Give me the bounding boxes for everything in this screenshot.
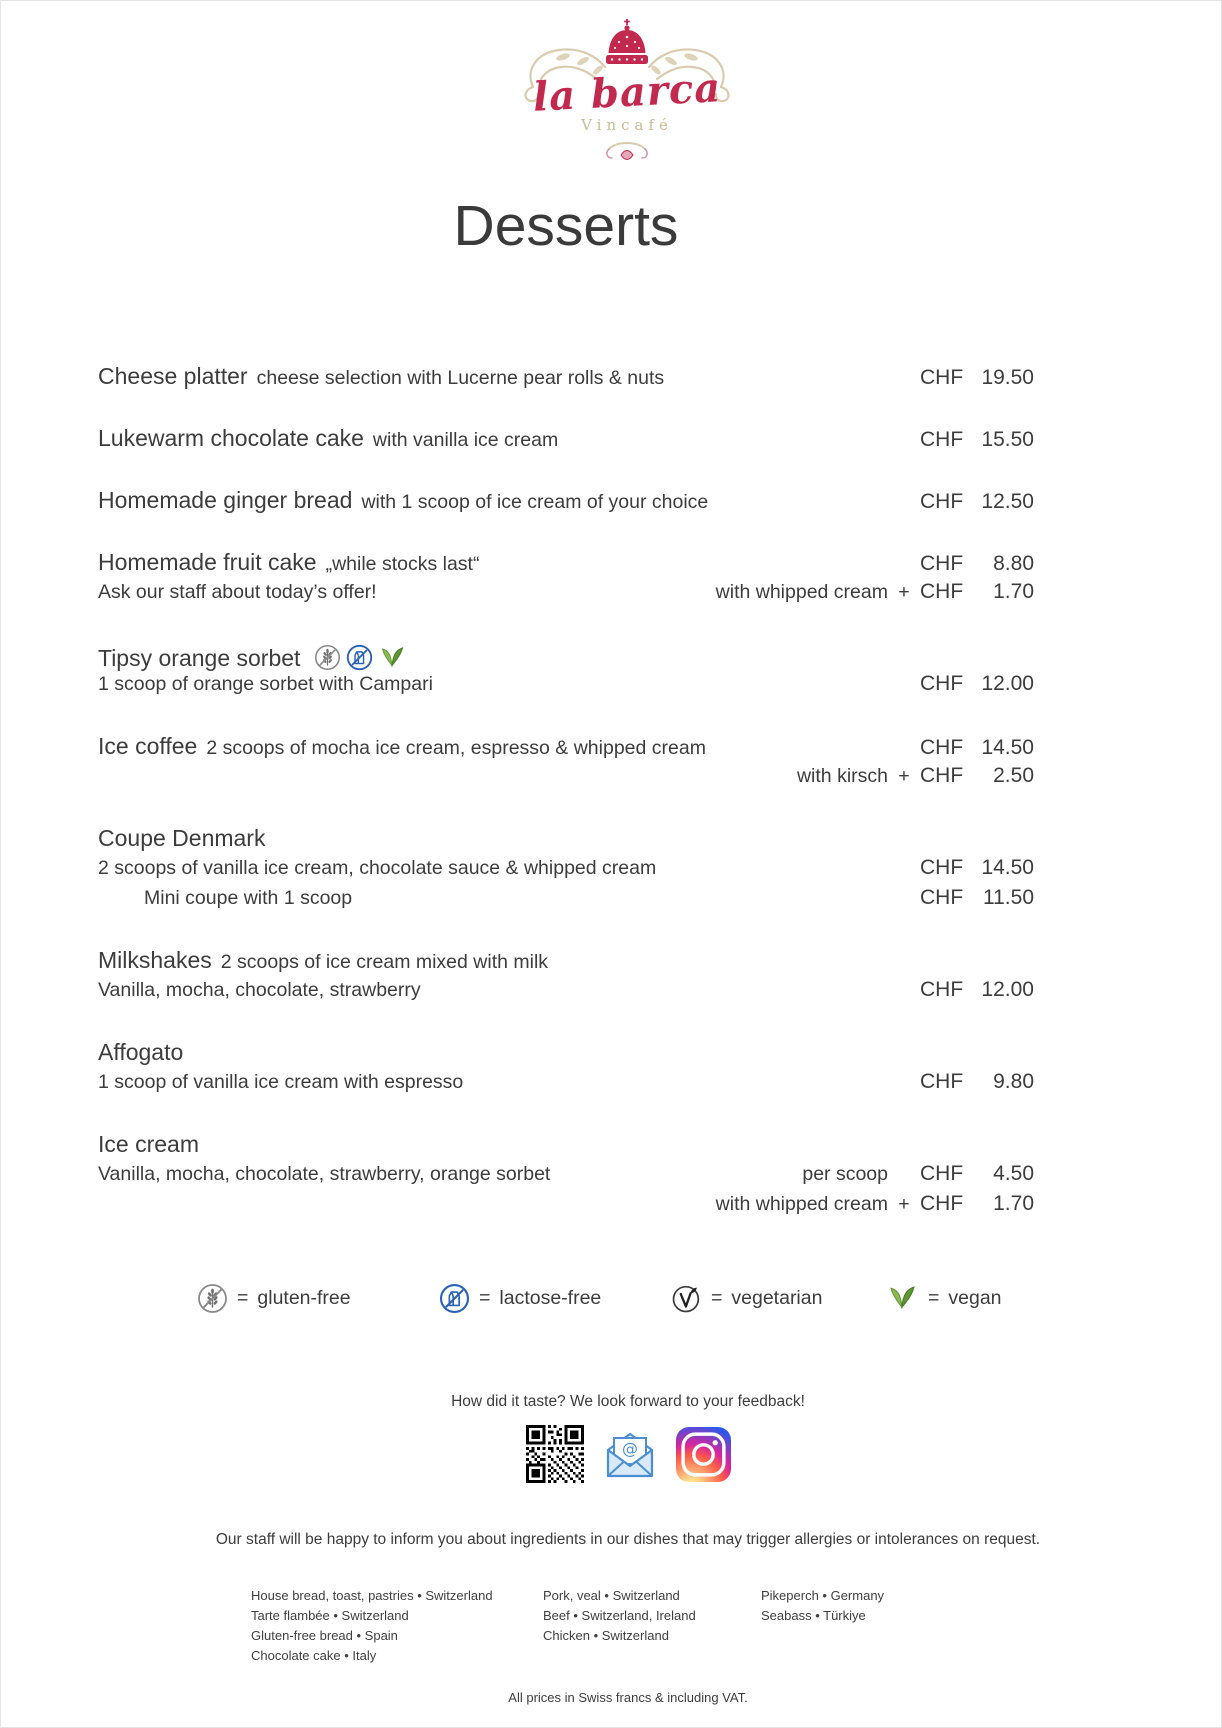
currency-label: CHF <box>920 856 964 879</box>
item-description: 2 scoops of mocha ice cream, espresso & whipped cream <box>206 737 706 759</box>
origin-line: Gluten-free bread • Spain <box>251 1628 398 1643</box>
menu-item-ice-coffee <box>98 731 1034 791</box>
item-price: 14.50 <box>981 856 1034 879</box>
item-description: 2 scoops of vanilla ice cream, chocolate sauce & whipped cream <box>98 857 657 879</box>
item-name: Homemade ginger bread <box>98 487 353 513</box>
feedback-prompt: How did it taste? We look forward to your feedback! <box>451 1393 805 1410</box>
equals-sign: = <box>711 1287 723 1309</box>
origin-line: Beef • Switzerland, Ireland <box>543 1608 696 1623</box>
item-name: Ice cream <box>98 1131 199 1157</box>
legend-lactose-free <box>439 1283 601 1314</box>
currency-label: CHF <box>920 1192 964 1215</box>
item-price: 14.50 <box>981 736 1034 759</box>
origin-line: Pikeperch • Germany <box>761 1588 885 1603</box>
legend-label: vegan <box>948 1286 1002 1309</box>
currency-label: CHF <box>920 428 964 451</box>
email-icon[interactable] <box>602 1429 658 1479</box>
item-price: 9.80 <box>993 1070 1034 1093</box>
currency-label: CHF <box>920 764 964 787</box>
origin-line: House bread, toast, pastries • Switzerland <box>251 1588 493 1603</box>
vegan-icon <box>886 1283 919 1313</box>
gluten-free-icon <box>314 644 341 671</box>
item-price: 12.50 <box>981 490 1034 513</box>
item-description: 1 scoop of orange sorbet with Campari <box>98 673 433 695</box>
item-name: Cheese platter <box>98 363 248 389</box>
menu-line <box>98 853 1034 883</box>
vat-note: All prices in Swiss francs & including VAT. <box>508 1690 748 1705</box>
menu-item-ginger-bread <box>98 485 1034 515</box>
supplement-price: 1.70 <box>993 580 1034 603</box>
item-price: 12.00 <box>981 978 1034 1001</box>
equals-sign: = <box>479 1287 491 1309</box>
instagram-icon[interactable] <box>676 1427 731 1482</box>
diet-icons <box>314 644 407 671</box>
origin-line: Tarte flambée • Switzerland <box>251 1608 409 1623</box>
menu-line <box>98 547 1034 577</box>
origin-line: Chocolate cake • Italy <box>251 1648 377 1663</box>
menu-line <box>98 731 1034 761</box>
menu-line <box>98 883 1034 913</box>
menu-line <box>98 761 1034 791</box>
legend-vegetarian <box>671 1283 822 1314</box>
equals-sign: = <box>928 1286 940 1309</box>
origins-column-2 <box>543 1586 696 1646</box>
brand-subtitle: Vincafé <box>581 116 673 134</box>
item-name: Ice coffee <box>98 733 198 759</box>
vegetarian-icon <box>671 1283 702 1314</box>
menu-item-fruit-cake <box>98 547 1034 607</box>
item-name: Lukewarm chocolate cake <box>98 425 364 451</box>
vegan-icon <box>378 644 407 671</box>
currency-label: CHF <box>920 886 964 909</box>
menu-line <box>98 423 1034 453</box>
legend-label: gluten-free <box>257 1287 351 1309</box>
currency-label: CHF <box>920 978 964 1001</box>
item-price: 19.50 <box>981 366 1034 389</box>
supplement-label: with kirsch <box>796 765 888 787</box>
plus-sign: + <box>898 1193 910 1215</box>
currency-label: CHF <box>920 1162 964 1185</box>
menu-line <box>98 361 1034 391</box>
menu-line <box>98 945 1034 975</box>
legend-label: vegetarian <box>731 1287 823 1309</box>
currency-label: CHF <box>920 552 964 575</box>
item-price: 4.50 <box>993 1162 1034 1185</box>
item-name: Milkshakes <box>98 947 212 973</box>
item-description: 2 scoops of ice cream mixed with milk <box>220 951 549 973</box>
qr-code-icon <box>526 1425 584 1483</box>
item-variant: Mini coupe with 1 scoop <box>144 887 353 909</box>
restaurant-logo <box>497 17 757 169</box>
menu-line <box>98 577 1034 607</box>
currency-label: CHF <box>920 490 964 513</box>
item-name: Homemade fruit cake <box>98 549 317 575</box>
item-price: 8.80 <box>993 552 1034 575</box>
menu-line <box>98 1129 1034 1159</box>
plus-sign: + <box>898 765 910 787</box>
currency-label: CHF <box>920 736 964 759</box>
supplement-label: with whipped cream <box>715 1193 888 1215</box>
menu-item-ice-cream <box>98 1129 1034 1219</box>
menu-item-coupe-denmark <box>98 823 1034 913</box>
item-name: Coupe Denmark <box>98 825 266 851</box>
item-price: 12.00 <box>981 672 1034 695</box>
lactose-free-icon <box>439 1283 470 1314</box>
item-flavours: Vanilla, mocha, chocolate, strawberry <box>98 979 421 1001</box>
item-description: with vanilla ice cream <box>372 429 559 451</box>
item-description: cheese selection with Lucerne pear rolls & nuts <box>256 367 665 389</box>
origin-line: Chicken • Switzerland <box>543 1628 669 1643</box>
page-title: Desserts <box>453 194 679 258</box>
menu-line <box>98 1037 1034 1067</box>
currency-label: CHF <box>920 672 964 695</box>
menu-item-chocolate-cake <box>98 423 1034 453</box>
supplement-price: 2.50 <box>993 764 1034 787</box>
item-name: Tipsy orange sorbet <box>98 645 301 671</box>
menu-line <box>98 669 1034 699</box>
item-name: Affogato <box>98 1039 184 1065</box>
item-note: Ask our staff about today’s offer! <box>98 581 377 603</box>
menu-item-tipsy-orange-sorbet <box>98 639 1034 699</box>
menu-line <box>98 823 1034 853</box>
menu-item-affogato <box>98 1037 1034 1097</box>
currency-label: CHF <box>920 580 964 603</box>
svg-text:@: @ <box>621 1439 638 1458</box>
legend-label: lactose-free <box>499 1287 602 1309</box>
origins-column-1 <box>251 1586 493 1666</box>
currency-label: CHF <box>920 366 964 389</box>
legend-gluten-free <box>197 1283 351 1314</box>
item-price: 15.50 <box>981 428 1034 451</box>
supplement-price: 1.70 <box>993 1192 1034 1215</box>
menu-line <box>98 639 1034 669</box>
menu-line <box>98 975 1034 1005</box>
menu-item-milkshakes <box>98 945 1034 1005</box>
variant-price: 11.50 <box>983 886 1034 909</box>
currency-label: CHF <box>920 1070 964 1093</box>
item-description: with 1 scoop of ice cream of your choice <box>361 491 709 513</box>
menu-list <box>98 361 1034 1251</box>
menu-line <box>98 1189 1034 1219</box>
gluten-free-icon <box>197 1283 228 1314</box>
menu-line <box>98 1067 1034 1097</box>
crown-icon <box>606 19 648 64</box>
equals-sign: = <box>237 1287 249 1309</box>
brand-name: la barca <box>531 64 723 121</box>
item-description: „while stocks last“ <box>325 553 480 575</box>
item-description: 1 scoop of vanilla ice cream with espresso <box>98 1071 464 1093</box>
feedback-icons <box>17 1425 1222 1483</box>
origin-line: Pork, veal • Switzerland <box>543 1588 680 1603</box>
unit-label: per scoop <box>802 1163 888 1185</box>
legend-vegan <box>886 1283 1002 1313</box>
menu-line <box>98 485 1034 515</box>
menu-item-cheese-platter <box>98 361 1034 391</box>
lactose-free-icon <box>346 644 373 671</box>
plus-sign: + <box>898 581 910 603</box>
item-flavours: Vanilla, mocha, chocolate, strawberry, orange sorbet <box>98 1163 551 1185</box>
supplement-label: with whipped cream <box>715 581 888 603</box>
origin-line: Seabass • Türkiye <box>761 1608 866 1623</box>
menu-line <box>98 1159 1034 1189</box>
allergy-note: Our staff will be happy to inform you about ingredients in our dishes that may trigger allergies or intolerances on request. <box>215 1531 1041 1548</box>
origins-column-3 <box>761 1586 884 1626</box>
